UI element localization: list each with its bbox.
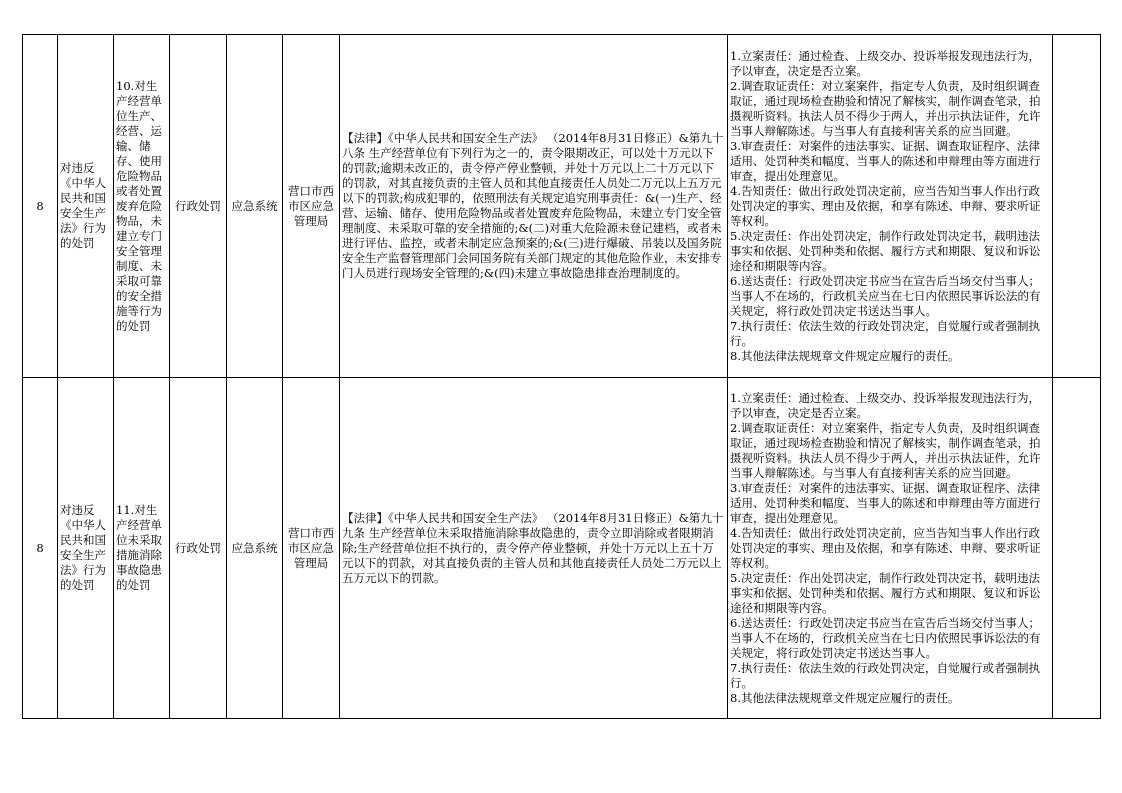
system: 应急系统: [227, 378, 283, 719]
sub-item: 11.对生产经营单位未采取措施消除事故隐患的处罚: [114, 378, 170, 719]
duty-item: 7.执行责任：依法生效的行政处罚决定，自觉履行或者强制执行。: [730, 318, 1040, 348]
legal-basis: 【法律】《中华人民共和国安全生产法》 （2014年8月31日修正）&第九十八条 生产经营单位有下列行为之一的，责令限期改正，可以处十万元以下的罚款;逾期未改正的，责令停产停业整顿，并处十万元以上二十万元以下的罚款，对其直接负责的主管人员和其他直接责任人员处二万元以上五万元以下的罚款;构成犯罪的，依照刑法有关规定追究刑事责任：&(一)生产、经营、运输、储存、使用危险物品或者处置废弃危险物品，未建立专门安全管理制度、未采取可靠的安全措施的;&(二)对重大危险源未登记建档，或者未进行评估、监控，或者未制定应急预案的;&(三)进行爆破、吊装以及国务院安全生产监督管理部门会同国务院有关部门规定的其他危险作业，未安排专门人员进行现场安全管理的;&(四)未建立事故隐患排查治理制度的。: [340, 35, 728, 378]
duty-item: 5.决定责任：作出处罚决定，制作行政处罚决定书，载明违法事实和依据、处罚种类和依据、履行方式和期限、复议和诉讼途径和期限等内容。: [730, 570, 1041, 615]
duty-list: [728, 35, 1053, 378]
power-type: 行政处罚: [170, 35, 227, 378]
duty-item: 1.立案责任：通过检查、上级交办、投诉举报发现违法行为，予以审查，决定是否立案。: [730, 48, 1040, 78]
note: [1053, 35, 1101, 378]
duty-list: [728, 378, 1053, 719]
powers-table: [22, 34, 1101, 719]
power-type: 行政处罚: [170, 378, 227, 719]
duty-item: 1.立案责任：通过检查、上级交办、投诉举报发现违法行为，予以审查，决定是否立案。: [730, 390, 1040, 420]
table-row: [23, 35, 1101, 378]
duty-item: 2.调查取证责任：对立案案件，指定专人负责，及时组织调查取证，通过现场检查勘验和情况了解核实，制作调查笔录，拍摄视听资料。执法人员不得少于两人，并出示执法证件，允许当事人辩解陈述。与当事人有直接利害关系的应当回避。: [730, 78, 1041, 138]
duty-item: 7.执行责任：依法生效的行政处罚决定，自觉履行或者强制执行。: [730, 660, 1040, 690]
sub-item: 10.对生产经营单位生产、经营、运输、储存、使用危险物品或者处置废弃危险物品，未建立专门安全管理制度、未采取可靠的安全措施等行为的处罚: [114, 35, 170, 378]
duty-item: 3.审查责任：对案件的违法事实、证据、调查取证程序、法律适用、处罚种类和幅度、当事人的陈述和申辩理由等方面进行审查，提出处理意见。: [730, 480, 1041, 525]
duty-item: 6.送达责任：行政处罚决定书应当在宣告后当场交付当事人；当事人不在场的，行政机关应当在七日内依照民事诉讼法的有关规定，将行政处罚决定书送达当事人。: [730, 273, 1041, 318]
department: 营口市西市区应急管理局: [283, 35, 340, 378]
item-name: 对违反《中华人民共和国安全生产法》行为的处罚: [58, 378, 114, 719]
duty-item: 8.其他法律法规规章文件规定应履行的责任。: [730, 348, 960, 363]
item-name: 对违反《中华人民共和国安全生产法》行为的处罚: [58, 35, 114, 378]
duty-item: 4.告知责任：做出行政处罚决定前，应当告知当事人作出行政处罚决定的事实、理由及依据，和享有陈述、申辩、要求听证等权利。: [730, 525, 1041, 570]
duty-item: 8.其他法律法规规章文件规定应履行的责任。: [730, 690, 960, 705]
duty-item: 6.送达责任：行政处罚决定书应当在宣告后当场交付当事人；当事人不在场的，行政机关应当在七日内依照民事诉讼法的有关规定，将行政处罚决定书送达当事人。: [730, 615, 1041, 660]
system: 应急系统: [227, 35, 283, 378]
row-index: 8: [23, 35, 58, 378]
duty-item: 2.调查取证责任：对立案案件，指定专人负责，及时组织调查取证，通过现场检查勘验和情况了解核实，制作调查笔录，拍摄视听资料。执法人员不得少于两人，并出示执法证件，允许当事人辩解陈述。与当事人有直接利害关系的应当回避。: [730, 420, 1041, 480]
note: [1053, 378, 1101, 719]
duty-item: 3.审查责任：对案件的违法事实、证据、调查取证程序、法律适用、处罚种类和幅度、当事人的陈述和申辩理由等方面进行审查，提出处理意见。: [730, 138, 1041, 183]
department: 营口市西市区应急管理局: [283, 378, 340, 719]
legal-basis: 【法律】《中华人民共和国安全生产法》 （2014年8月31日修正）&第九十九条 生产经营单位未采取措施消除事故隐患的，责令立即消除或者限期消除;生产经营单位拒不执行的，责令停产停业整顿，并处十万元以上五十万元以下的罚款，对其直接负责的主管人员和其他直接责任人员处二万元以上五万元以下的罚款。: [340, 378, 728, 719]
duty-item: 5.决定责任：作出处罚决定，制作行政处罚决定书，载明违法事实和依据、处罚种类和依据、履行方式和期限、复议和诉讼途径和期限等内容。: [730, 228, 1041, 273]
duty-item: 4.告知责任：做出行政处罚决定前，应当告知当事人作出行政处罚决定的事实、理由及依据，和享有陈述、申辩、要求听证等权利。: [730, 183, 1041, 228]
row-index: 8: [23, 378, 58, 719]
table-row: [23, 378, 1101, 719]
